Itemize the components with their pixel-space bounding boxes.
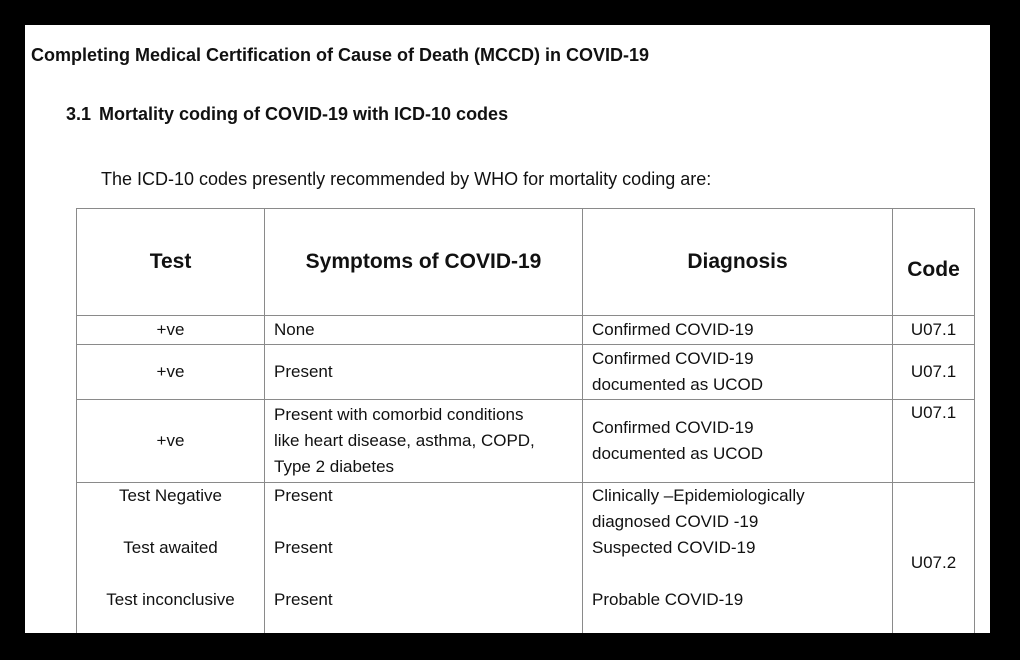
test-entry: Test Negative [119, 486, 222, 505]
cell-diagnosis: Confirmed COVID-19 [583, 316, 893, 345]
symptoms-entry: Present [274, 590, 333, 609]
header-code: Code [893, 209, 975, 316]
cell-symptoms [265, 400, 583, 483]
header-diagnosis: Diagnosis [583, 209, 893, 316]
diagnosis-line: diagnosed COVID -19 [592, 512, 759, 531]
header-symptoms: Symptoms of COVID-19 [265, 209, 583, 316]
symptoms-entry: Present [274, 538, 333, 557]
icd10-codes-table [76, 208, 975, 633]
table-row-group [77, 483, 975, 634]
cell-code: U07.1 [893, 316, 975, 345]
symptoms-line: Present with comorbid conditions [274, 405, 524, 424]
test-entry: Test awaited [123, 538, 218, 557]
diagnosis-line: Confirmed COVID-19 [592, 418, 754, 437]
diagnosis-line: Confirmed COVID-19 [592, 349, 754, 368]
diagnosis-line: documented as UCOD [592, 444, 764, 463]
header-test: Test [77, 209, 265, 316]
document-page [25, 25, 990, 633]
section-title: Mortality coding of COVID-19 with ICD-10 codes [99, 104, 509, 124]
section-heading [66, 104, 508, 125]
cell-code-group: U07.2 [893, 483, 975, 634]
cell-code: U07.1 [893, 345, 975, 400]
cell-symptoms: None [265, 316, 583, 345]
test-entry: Test inconclusive [106, 590, 235, 609]
cell-diagnosis [583, 483, 893, 634]
cell-test: +ve [77, 316, 265, 345]
diagnosis-entry: Probable COVID-19 [592, 590, 744, 609]
cell-symptoms [265, 483, 583, 634]
cell-code: U07.1 [893, 400, 975, 483]
table-row [77, 345, 975, 400]
cell-symptoms: Present [265, 345, 583, 400]
intro-paragraph: The ICD-10 codes presently recommended by WHO for mortality coding are: [101, 169, 712, 189]
table-row [77, 316, 975, 345]
table-row [77, 400, 975, 483]
table-header-row [77, 209, 975, 316]
cell-diagnosis [583, 400, 893, 483]
symptoms-line: Type 2 diabetes [274, 457, 395, 476]
section-number: 3.1 [66, 104, 92, 124]
symptoms-entry: Present [274, 486, 333, 505]
cell-test: +ve [77, 400, 265, 483]
cell-diagnosis [583, 345, 893, 400]
diagnosis-line: documented as UCOD [592, 375, 764, 394]
symptoms-line: like heart disease, asthma, COPD, [274, 431, 535, 450]
cell-test: +ve [77, 345, 265, 400]
cell-test [77, 483, 265, 634]
diagnosis-entry: Suspected COVID-19 [592, 538, 756, 557]
diagnosis-line: Clinically –Epidemiologically [592, 486, 805, 505]
document-title: Completing Medical Certification of Cause of Death (MCCD) in COVID-19 [31, 45, 650, 65]
